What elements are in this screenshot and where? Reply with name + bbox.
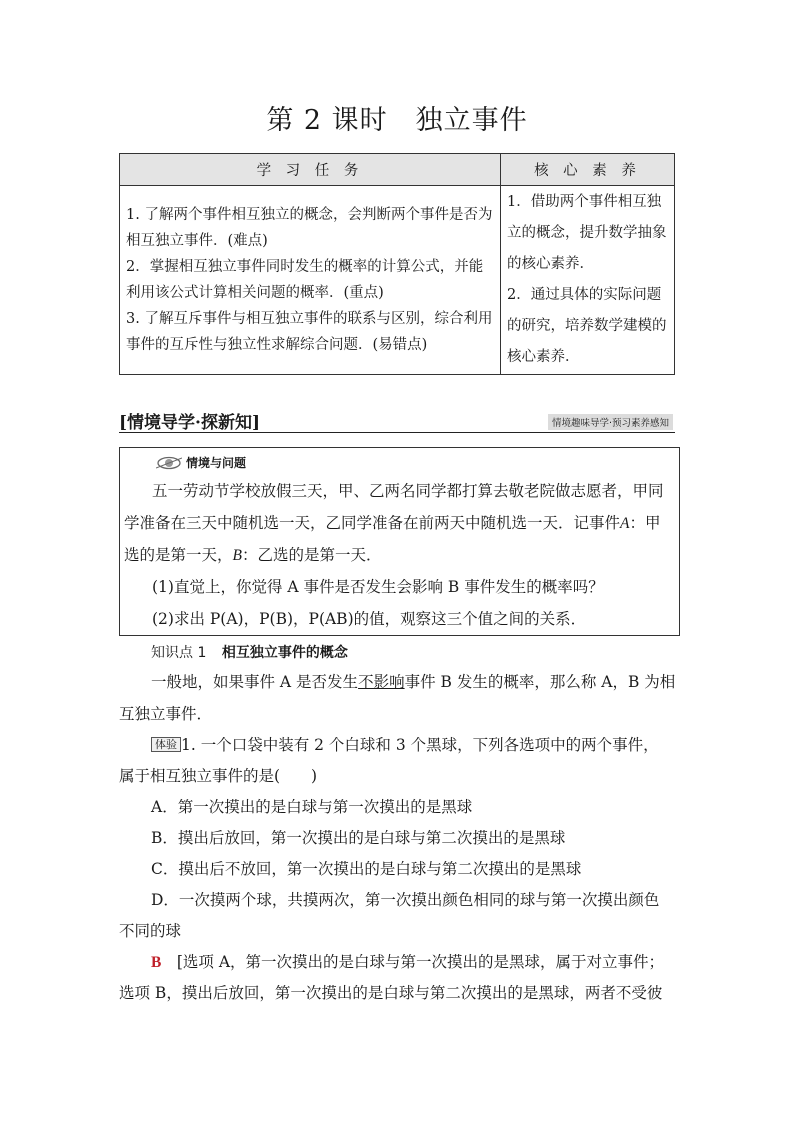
literacy-item: 2．通过具体的实际问题的研究，培养数学建模的核心素养． (507, 287, 667, 365)
exercise-question: 属于相互独立事件的是( ) (119, 767, 318, 785)
definition-line: 一般地，如果事件 A 是否发生不影响事件 B 发生的概率，那么称 A，B 为相 (151, 673, 676, 691)
scenario-icon (156, 456, 182, 470)
task-cell (120, 186, 501, 375)
literacy-cell (501, 186, 675, 375)
exercise-badge: 体验 (151, 737, 181, 752)
knowledge-heading: 知识点 1 相互独立事件的概念 (151, 645, 348, 661)
scenario-label-text: 情境与问题 (186, 456, 247, 470)
option-d: 不同的球 (119, 922, 182, 940)
scenario-line: 学准备在三天中随机选一天，乙同学准备在前两天中随机选一天．记事件A：甲 (124, 514, 661, 532)
option-a: A．第一次摸出的是白球与第一次摸出的是黑球 (151, 798, 473, 816)
table-header-tasks: 学 习 任 务 (120, 154, 501, 186)
answer: B (151, 954, 162, 971)
learning-table (119, 153, 675, 375)
task-item: 1. 了解两个事件相互独立的概念，会判断两个事件是否为相互独立事件．(难点) (126, 207, 493, 249)
table-header-literacy: 核 心 素 养 (501, 154, 675, 186)
scenario-line: 选的是第一天，B：乙选的是第一天． (124, 546, 382, 564)
definition-line: 互独立事件． (119, 705, 213, 723)
option-c: C．摸出后不放回，第一次摸出的是白球与第二次摸出的是黑球 (151, 860, 582, 878)
literacy-item: 1．借助两个事件相互独立的概念，提升数学抽象的核心素养． (507, 194, 667, 272)
section-bar (119, 410, 675, 433)
task-item: 2．掌握相互独立事件同时发生的概率的计算公式，并能利用该公式计算相关问题的概率．(重点) (126, 259, 484, 301)
answer-explanation: 选项 B，摸出后放回，第一次摸出的是白球与第二次摸出的是黑球，两者不受彼 (119, 984, 663, 1002)
scenario-question: (1)直觉上，你觉得 A 事件是否发生会影响 B 事件发生的概率吗？ (152, 578, 604, 596)
option-b: B．摸出后放回，第一次摸出的是白球与第二次摸出的是黑球 (151, 829, 566, 847)
scenario-question: (2)求出 P(A)，P(B)，P(AB)的值，观察这三个值之间的关系． (152, 610, 587, 628)
scenario-label (156, 454, 246, 471)
section-title: [情境导学·探新知] (119, 413, 261, 433)
task-item: 3. 了解互斥事件与相互独立事件的联系与区别，综合利用事件的互斥性与独立性求解综合问题．(易错点) (126, 311, 493, 353)
option-d: D．一次摸两个球，共摸两次，第一次摸出颜色相同的球与第一次摸出颜色 (151, 891, 660, 909)
page-title: 第 2 课时 独立事件 (266, 105, 528, 136)
scenario-line: 五一劳动节学校放假三天，甲、乙两名同学都打算去敬老院做志愿者，甲同 (152, 482, 664, 500)
answer-line: B [选项 A，第一次摸出的是白球与第一次摸出的是黑球，属于对立事件； (151, 953, 665, 971)
scenario-box (119, 447, 680, 636)
section-tag: 情境趣味导学·预习素养感知 (548, 414, 673, 430)
exercise-question: 体验 1. 一个口袋中装有 2 个白球和 3 个黑球，下列各选项中的两个事件， (151, 733, 659, 755)
